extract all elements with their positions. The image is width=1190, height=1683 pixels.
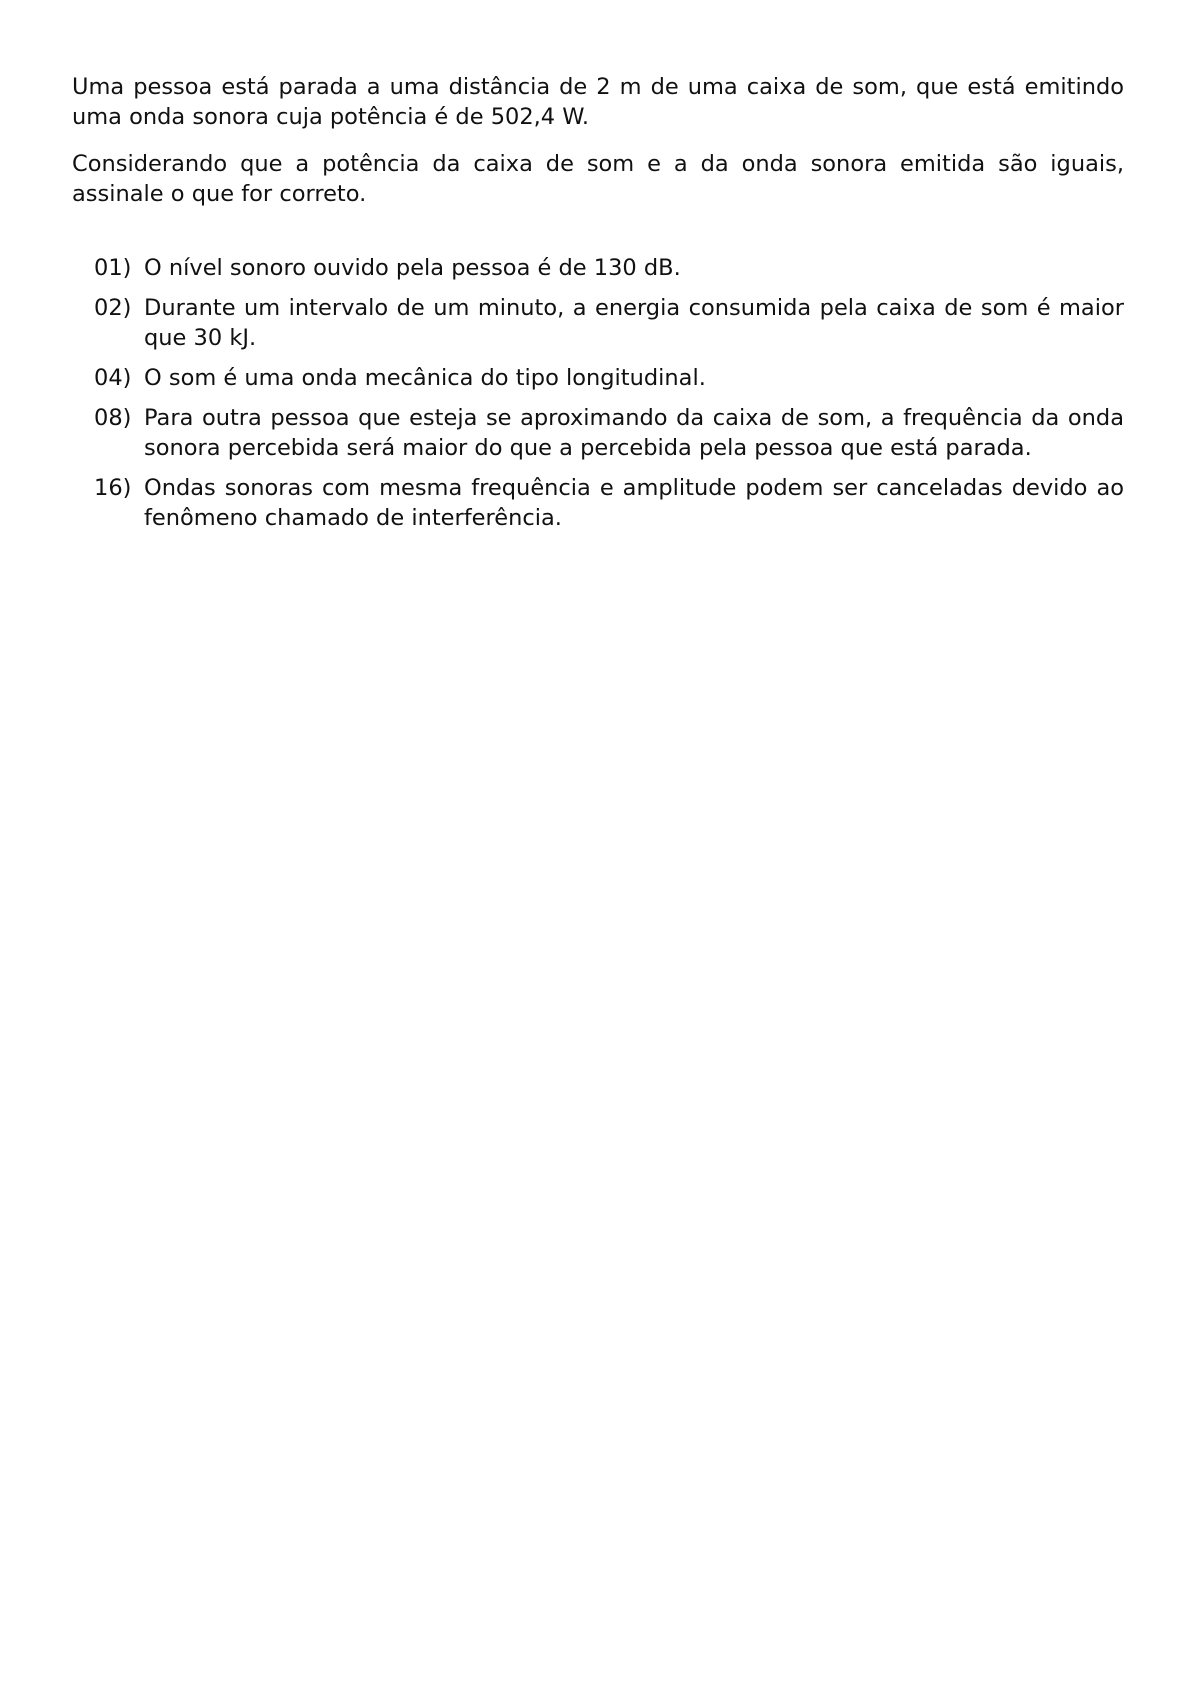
option-number: 16) <box>94 475 132 501</box>
option-number: 04) <box>94 365 132 391</box>
option-text: O nível sonoro ouvido pela pessoa é de 130 dB. <box>144 255 681 281</box>
answer-options-list <box>72 253 1124 533</box>
option-number: 08) <box>94 405 132 431</box>
option-number: 01) <box>94 255 132 281</box>
answer-option <box>72 403 1124 463</box>
option-text: O som é uma onda mecânica do tipo longitudinal. <box>144 365 706 391</box>
answer-option <box>72 473 1124 533</box>
option-text: Durante um intervalo de um minuto, a energia consumida pela caixa de som é maior que 30 kJ. <box>144 295 1124 351</box>
answer-option <box>72 253 1124 283</box>
answer-option <box>72 293 1124 353</box>
option-number: 02) <box>94 295 132 321</box>
answer-option <box>72 363 1124 393</box>
question-instruction: Considerando que a potência da caixa de som e a da onda sonora emitida são iguais, assinale o que for correto. <box>72 151 1124 207</box>
question-statement: Uma pessoa está parada a uma distância de 2 m de uma caixa de som, que está emitindo uma onda sonora cuja potência é de 502,4 W. <box>72 74 1124 130</box>
option-text: Ondas sonoras com mesma frequência e amplitude podem ser canceladas devido ao fenômeno chamado de interferência. <box>144 475 1124 531</box>
option-text: Para outra pessoa que esteja se aproximando da caixa de som, a frequência da onda sonora percebida será maior do que a percebida pela pessoa que está parada. <box>144 405 1124 461</box>
